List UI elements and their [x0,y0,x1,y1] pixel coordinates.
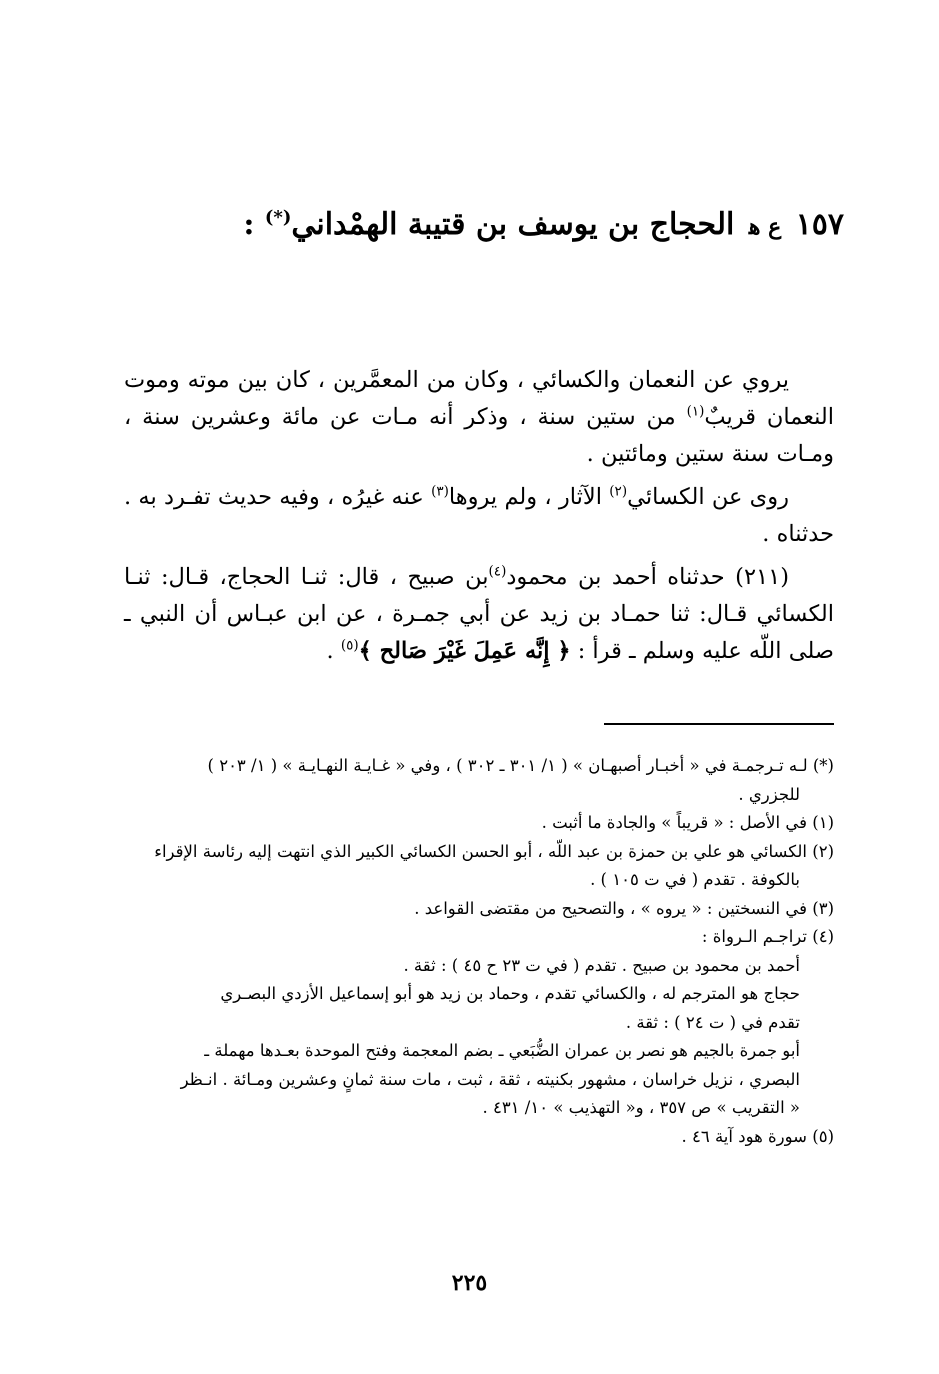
entry-number: ١٥٧ [795,207,844,242]
footnote-4-narrator-2: حجاج هو المترجم له ، والكسائي تقدم ، وحماد بن زيد هو أبو إسماعيل الأزدي البصـري [220,984,800,1003]
footnote-1: (١) في الأصل : « قريباً » والجادة ما أثبت . [541,813,834,832]
footnote-ref-4: (٤) [488,563,507,580]
footnote-ref-1: (١) [686,403,705,420]
paragraph-text: عنه غيرُه ، وفيه حديث تفـرد به . حدثناه . [124,484,834,547]
footnote-4-narrator-3: أبو جمرة بالجيم هو نصر بن عمران الضُّبَعي ـ بضم المعجمة وفتح الموحدة بعـدها مهملة ـ [204,1041,800,1060]
footnote-4-narrator-3-cont: البصري ، نزيل خراسان ، مشهور بكنيته ، ثقة ، ثبت ، مات سنة ثمانٍ وعشرين ومـائة . انـظر [180,1069,800,1089]
footnote-5: (٥) سورة هود آية ٤٦ . [681,1126,834,1146]
footnote-2-cont: بالكوفة . تقدم ( في ت ١٠٥ ) . [590,870,800,889]
footnote-4: (٤) تراجـم الـرواة : [701,927,834,946]
paragraph-text: بن صبيح ، قال: ثنـا الحجاج، قـال: ثنـا الكسائي قـال: ثنا حمـاد بن زيد عن أبي جمـرة ، عن ابن عبـاس أن النبي ـ صلى اللّه عليه وسلم ـ قرأ : [124,564,834,664]
paragraph-biography [124,362,834,473]
footnote-4-narrator-3-cont2: « التقريب » ص ٣٥٧ ، و« التهذيب » ١٠/ ٤٣١ . [482,1098,800,1117]
page-number: ٢٢٥ [451,1270,488,1296]
paragraph-hadith [124,559,834,670]
paragraph-text: يروي عن النعمان والكسائي ، وكان من المعمَّرين ، كان بين موته وموت النعمان قريبٌ [124,367,834,430]
paragraph-text: من ستين سنة ، وذكر أنه مـات عن مائة وعشرين سنة ، ومـات سنة ستين ومائتين . [124,404,834,467]
footnote-separator [604,723,834,725]
rijal-code-mark: ع ﻫ [748,214,782,240]
main-text [124,362,834,676]
star-reference: (*) [264,207,292,228]
footnote-4-narrator-2-cont: تقدم في ( ت ٢٤ ) : ثقة . [625,1012,800,1032]
quran-verse: ﴿ إِنَّه عَمِلَ غَيْرَ صَالح ﴾ [358,638,571,664]
heading-colon: : [243,207,265,242]
footnote-3: (٣) في النسختين : « يروه » ، والتصحيح من مقتضى القواعد . [414,898,834,918]
footnote-ref-2: (٢) [609,483,628,500]
footnote-ref-5: (٥) [340,637,359,654]
footnote-ref-3: (٣) [431,483,449,500]
footnote-star: (*) لـه تـرجمـة في « أخبـار أصبهـان » ( ١/ ٣٠١ ـ ٣٠٢ ) ، وفي « غـايـة النهـايـة » ( ١/ ٢٠٣ ) [207,756,834,775]
footnote-2: (٢) الكسائي هو علي بن حمزة بن عبد اللّه ، أبو الحسن الكسائي الكبير الذي انتهت إليه رئاسة الإقراء [154,841,834,861]
footnote-star-cont: للجزري . [738,784,800,804]
entry-title: الحجاج بن يوسف بن قتيبة الهمْداني [291,207,735,242]
paragraph-text: . [326,638,341,664]
footnotes [122,752,834,1151]
footnote-4-narrator-1: أحمد بن محمود بن صبيح . تقدم ( في ت ٢٣ ح ٤٥ ) : ثقة . [403,955,800,975]
entry-heading [144,205,844,244]
paragraph-text: (٢١١) حدثناه أحمد بن محمود [506,564,789,590]
paragraph-text: الآثار ، ولم يروها [448,484,610,510]
paragraph-narration [124,479,834,553]
paragraph-text: روى عن الكسائي [627,484,789,510]
